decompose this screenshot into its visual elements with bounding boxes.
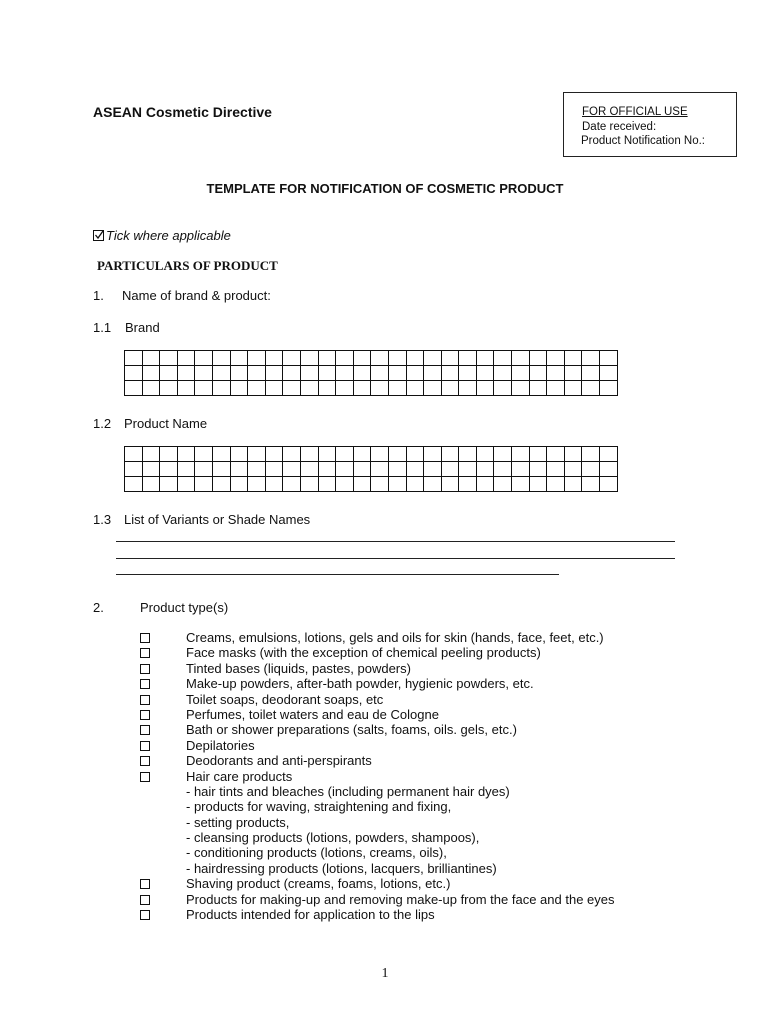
- brand-letter-cell[interactable]: [582, 366, 600, 381]
- brand-letter-cell[interactable]: [371, 366, 389, 381]
- product-name-letter-cell[interactable]: [142, 477, 160, 492]
- brand-letter-cell[interactable]: [160, 351, 178, 366]
- product-name-letter-cell[interactable]: [459, 447, 477, 462]
- product-name-letter-cell[interactable]: [476, 447, 494, 462]
- variants-input-line-3[interactable]: [116, 574, 559, 575]
- brand-letter-cell[interactable]: [318, 381, 336, 396]
- product-name-letter-cell[interactable]: [195, 462, 213, 477]
- product-name-letter-cell[interactable]: [248, 462, 266, 477]
- product-name-letter-cell[interactable]: [388, 477, 406, 492]
- section-2-number: 2.: [93, 600, 104, 615]
- product-name-letter-cell[interactable]: [476, 477, 494, 492]
- product-type-list: [140, 630, 615, 922]
- product-name-letter-cell[interactable]: [248, 477, 266, 492]
- product-type-label: Perfumes, toilet waters and eau de Cologne: [186, 706, 439, 722]
- particulars-heading: PARTICULARS OF PRODUCT: [97, 258, 278, 273]
- brand-letter-cell[interactable]: [476, 351, 494, 366]
- product-name-letter-cell[interactable]: [230, 447, 248, 462]
- brand-letter-cell[interactable]: [300, 381, 318, 396]
- checkbox-slot: [140, 645, 186, 660]
- brand-letter-cell[interactable]: [459, 381, 477, 396]
- product-name-letter-cell[interactable]: [177, 447, 195, 462]
- product-type-option[interactable]: [140, 907, 615, 922]
- product-type-label: Depilatories: [186, 737, 255, 753]
- product-name-letter-cell[interactable]: [600, 462, 618, 477]
- product-name-letter-cell[interactable]: [125, 462, 143, 477]
- brand-letter-cell[interactable]: [195, 366, 213, 381]
- product-name-letter-cell[interactable]: [177, 462, 195, 477]
- checkbox-slot: [140, 907, 186, 922]
- product-name-letter-cell[interactable]: [529, 447, 547, 462]
- brand-letter-cell[interactable]: [212, 351, 230, 366]
- product-name-letter-cell[interactable]: [512, 462, 530, 477]
- product-name-letter-cell[interactable]: [406, 477, 424, 492]
- brand-letter-cell[interactable]: [160, 381, 178, 396]
- brand-heading: [93, 320, 160, 335]
- product-type-option[interactable]: [140, 676, 615, 691]
- brand-letter-cell[interactable]: [300, 366, 318, 381]
- product-type-label: Bath or shower preparations (salts, foams, oils. gels, etc.): [186, 722, 517, 738]
- product-name-letter-cell[interactable]: [547, 477, 565, 492]
- section-1-label: Name of brand & product:: [122, 288, 271, 303]
- variants-number: 1.3: [93, 512, 112, 527]
- brand-letter-cell[interactable]: [547, 351, 565, 366]
- product-name-letter-cell[interactable]: [318, 447, 336, 462]
- brand-letter-cell[interactable]: [441, 351, 459, 366]
- product-type-label: Toilet soaps, deodorant soaps, etc: [186, 691, 384, 707]
- brand-letter-cell[interactable]: [388, 366, 406, 381]
- checkbox-icon[interactable]: [140, 679, 150, 689]
- brand-letter-cell[interactable]: [283, 366, 301, 381]
- brand-number: 1.1: [93, 320, 112, 335]
- variants-input-line-1[interactable]: [116, 541, 675, 542]
- product-name-letter-cell[interactable]: [388, 447, 406, 462]
- product-type-subitem: [140, 799, 615, 814]
- product-type-label: Products for making-up and removing make-up from the face and the eyes: [186, 891, 615, 907]
- product-type-subitem: [140, 845, 615, 860]
- brand-letter-cell[interactable]: [547, 381, 565, 396]
- tick-note-text: Tick where applicable: [106, 228, 231, 243]
- brand-letter-cell[interactable]: [125, 366, 143, 381]
- product-name-letter-cell[interactable]: [142, 462, 160, 477]
- product-name-letter-grid[interactable]: [124, 446, 618, 492]
- brand-letter-cell[interactable]: [125, 351, 143, 366]
- product-name-letter-cell[interactable]: [177, 477, 195, 492]
- product-type-option[interactable]: [140, 630, 615, 645]
- product-name-letter-cell[interactable]: [424, 462, 442, 477]
- product-name-letter-cell[interactable]: [441, 447, 459, 462]
- product-name-letter-cell[interactable]: [600, 447, 618, 462]
- checkbox-slot: [140, 676, 186, 691]
- brand-letter-cell[interactable]: [212, 381, 230, 396]
- product-name-letter-cell[interactable]: [512, 477, 530, 492]
- brand-letter-cell[interactable]: [160, 366, 178, 381]
- product-type-label: Shaving product (creams, foams, lotions, etc.): [186, 876, 451, 892]
- brand-letter-cell[interactable]: [353, 381, 371, 396]
- product-name-letter-cell[interactable]: [459, 462, 477, 477]
- brand-letter-cell[interactable]: [529, 351, 547, 366]
- brand-letter-cell[interactable]: [142, 351, 160, 366]
- product-name-letter-cell[interactable]: [512, 447, 530, 462]
- product-name-letter-cell[interactable]: [371, 447, 389, 462]
- product-type-option[interactable]: [140, 707, 615, 722]
- brand-letter-cell[interactable]: [441, 366, 459, 381]
- product-name-letter-cell[interactable]: [212, 477, 230, 492]
- brand-letter-cell[interactable]: [388, 351, 406, 366]
- product-name-letter-cell[interactable]: [582, 462, 600, 477]
- product-name-letter-cell[interactable]: [318, 462, 336, 477]
- brand-letter-cell[interactable]: [265, 381, 283, 396]
- tick-note: [93, 228, 231, 243]
- product-name-letter-cell[interactable]: [212, 447, 230, 462]
- brand-letter-grid[interactable]: [124, 350, 618, 396]
- brand-letter-cell[interactable]: [388, 381, 406, 396]
- product-name-letter-cell[interactable]: [336, 477, 354, 492]
- checkbox-icon[interactable]: [140, 741, 150, 751]
- product-type-label: Products intended for application to the lips: [186, 907, 435, 923]
- product-type-option[interactable]: [140, 722, 615, 737]
- notification-no-label: Product Notification No.:: [581, 135, 706, 147]
- brand-letter-cell[interactable]: [600, 381, 618, 396]
- product-type-option[interactable]: [140, 645, 615, 660]
- brand-letter-cell[interactable]: [406, 351, 424, 366]
- product-name-letter-cell[interactable]: [388, 462, 406, 477]
- checkbox-icon[interactable]: [140, 725, 150, 735]
- product-type-label: - conditioning products (lotions, creams, oils),: [186, 845, 447, 861]
- checkbox-icon[interactable]: [140, 710, 150, 720]
- brand-letter-cell[interactable]: [248, 381, 266, 396]
- product-name-letter-cell[interactable]: [265, 447, 283, 462]
- brand-letter-cell[interactable]: [406, 366, 424, 381]
- checkbox-slot: [140, 769, 186, 784]
- directive-title: ASEAN Cosmetic Directive: [93, 104, 272, 120]
- product-type-label: Hair care products: [186, 768, 293, 784]
- product-name-letter-cell[interactable]: [336, 447, 354, 462]
- product-type-option[interactable]: [140, 661, 615, 676]
- product-type-subitem: [140, 815, 615, 830]
- brand-letter-cell[interactable]: [142, 381, 160, 396]
- brand-letter-cell[interactable]: [212, 366, 230, 381]
- product-name-heading: [93, 416, 207, 431]
- official-use-title: FOR OFFICIAL USE: [582, 106, 688, 118]
- checkbox-icon[interactable]: [140, 664, 150, 674]
- product-type-label: - products for waving, straightening and fixing,: [186, 799, 452, 815]
- section-1-number: 1.: [93, 288, 104, 303]
- brand-letter-cell[interactable]: [300, 351, 318, 366]
- product-type-subitem: [140, 830, 615, 845]
- product-name-letter-cell[interactable]: [336, 462, 354, 477]
- product-name-letter-cell[interactable]: [283, 477, 301, 492]
- date-received-label: Date received:: [582, 120, 657, 133]
- checkbox-icon[interactable]: [140, 772, 150, 782]
- checked-box-icon: [93, 230, 104, 241]
- brand-letter-cell[interactable]: [494, 381, 512, 396]
- product-type-option[interactable]: [140, 692, 615, 707]
- product-name-letter-cell[interactable]: [265, 477, 283, 492]
- brand-letter-cell[interactable]: [177, 351, 195, 366]
- checkbox-icon[interactable]: [140, 648, 150, 658]
- brand-letter-cell[interactable]: [248, 366, 266, 381]
- product-type-label: Face masks (with the exception of chemical peeling products): [186, 645, 541, 661]
- product-name-label: Product Name: [124, 416, 208, 431]
- section-2-label: Product type(s): [140, 600, 229, 615]
- product-name-letter-cell[interactable]: [600, 477, 618, 492]
- brand-label: Brand: [125, 320, 160, 335]
- product-name-letter-cell[interactable]: [564, 447, 582, 462]
- product-name-letter-cell[interactable]: [371, 462, 389, 477]
- product-type-option[interactable]: [140, 769, 615, 784]
- product-name-letter-cell[interactable]: [212, 462, 230, 477]
- variants-label: List of Variants or Shade Names: [124, 512, 311, 527]
- brand-letter-cell[interactable]: [248, 351, 266, 366]
- checkbox-slot: [140, 692, 186, 707]
- checkbox-icon[interactable]: [140, 756, 150, 766]
- page-number: 1: [381, 966, 389, 981]
- product-name-letter-cell[interactable]: [371, 477, 389, 492]
- brand-letter-cell[interactable]: [230, 381, 248, 396]
- product-name-letter-cell[interactable]: [353, 477, 371, 492]
- brand-letter-cell[interactable]: [336, 366, 354, 381]
- product-name-letter-cell[interactable]: [564, 477, 582, 492]
- product-type-option[interactable]: [140, 738, 615, 753]
- brand-letter-cell[interactable]: [195, 351, 213, 366]
- brand-letter-cell[interactable]: [459, 366, 477, 381]
- product-name-letter-cell[interactable]: [160, 447, 178, 462]
- brand-letter-cell[interactable]: [177, 381, 195, 396]
- product-name-number: 1.2: [93, 416, 112, 431]
- brand-letter-cell[interactable]: [564, 381, 582, 396]
- checkbox-slot: [140, 722, 186, 737]
- brand-letter-cell[interactable]: [494, 366, 512, 381]
- brand-letter-cell[interactable]: [336, 381, 354, 396]
- checkbox-slot: [140, 876, 186, 891]
- brand-letter-cell[interactable]: [494, 351, 512, 366]
- brand-letter-cell[interactable]: [283, 351, 301, 366]
- product-name-letter-cell[interactable]: [160, 477, 178, 492]
- brand-letter-cell[interactable]: [371, 351, 389, 366]
- product-type-option[interactable]: [140, 753, 615, 768]
- brand-letter-cell[interactable]: [600, 366, 618, 381]
- product-type-option[interactable]: [140, 892, 615, 907]
- product-name-letter-cell[interactable]: [424, 477, 442, 492]
- brand-letter-cell[interactable]: [476, 366, 494, 381]
- product-name-letter-cell[interactable]: [142, 447, 160, 462]
- official-use-box: [563, 92, 737, 157]
- checkbox-icon[interactable]: [140, 910, 150, 920]
- product-name-letter-cell[interactable]: [195, 477, 213, 492]
- checkbox-icon[interactable]: [140, 695, 150, 705]
- brand-letter-cell[interactable]: [529, 381, 547, 396]
- product-name-letter-cell[interactable]: [353, 462, 371, 477]
- checkbox-icon[interactable]: [140, 633, 150, 643]
- product-name-letter-cell[interactable]: [125, 447, 143, 462]
- product-type-subitem: [140, 784, 615, 799]
- product-name-letter-cell[interactable]: [582, 447, 600, 462]
- product-name-letter-cell[interactable]: [547, 447, 565, 462]
- checkbox-slot: [140, 661, 186, 676]
- product-name-letter-cell[interactable]: [300, 462, 318, 477]
- brand-letter-cell[interactable]: [283, 381, 301, 396]
- product-name-letter-cell[interactable]: [230, 477, 248, 492]
- brand-letter-cell[interactable]: [582, 381, 600, 396]
- product-type-label: Tinted bases (liquids, pastes, powders): [186, 660, 411, 676]
- brand-letter-cell[interactable]: [265, 351, 283, 366]
- product-name-letter-cell[interactable]: [160, 462, 178, 477]
- brand-letter-cell[interactable]: [512, 351, 530, 366]
- product-name-letter-cell[interactable]: [424, 447, 442, 462]
- product-name-letter-cell[interactable]: [441, 477, 459, 492]
- product-name-letter-cell[interactable]: [265, 462, 283, 477]
- product-type-label: Make-up powders, after-bath powder, hygienic powders, etc.: [186, 676, 534, 692]
- product-name-letter-cell[interactable]: [406, 462, 424, 477]
- brand-letter-cell[interactable]: [318, 351, 336, 366]
- product-name-letter-cell[interactable]: [353, 447, 371, 462]
- brand-letter-cell[interactable]: [564, 366, 582, 381]
- brand-letter-cell[interactable]: [441, 381, 459, 396]
- product-name-letter-cell[interactable]: [318, 477, 336, 492]
- brand-letter-cell[interactable]: [177, 366, 195, 381]
- product-type-label: - hairdressing products (lotions, lacquers, brilliantines): [186, 860, 497, 876]
- product-name-letter-cell[interactable]: [547, 462, 565, 477]
- brand-letter-cell[interactable]: [142, 366, 160, 381]
- brand-letter-cell[interactable]: [125, 381, 143, 396]
- brand-letter-cell[interactable]: [318, 366, 336, 381]
- brand-letter-cell[interactable]: [424, 381, 442, 396]
- product-type-label: - setting products,: [186, 814, 290, 830]
- template-title: TEMPLATE FOR NOTIFICATION OF COSMETIC PRODUCT: [206, 181, 564, 196]
- brand-letter-cell[interactable]: [230, 366, 248, 381]
- brand-letter-cell[interactable]: [353, 366, 371, 381]
- product-type-label: Deodorants and anti-perspirants: [186, 753, 372, 769]
- product-name-letter-cell[interactable]: [494, 477, 512, 492]
- brand-letter-cell[interactable]: [600, 351, 618, 366]
- checkbox-slot: [140, 630, 186, 645]
- brand-letter-cell[interactable]: [336, 351, 354, 366]
- checkbox-icon[interactable]: [140, 895, 150, 905]
- product-name-letter-cell[interactable]: [230, 462, 248, 477]
- product-name-letter-cell[interactable]: [248, 447, 266, 462]
- variants-input-line-2[interactable]: [116, 558, 675, 559]
- brand-letter-cell[interactable]: [459, 351, 477, 366]
- product-type-subitem: [140, 861, 615, 876]
- checkbox-slot: [140, 707, 186, 722]
- product-name-letter-cell[interactable]: [300, 477, 318, 492]
- brand-letter-cell[interactable]: [582, 351, 600, 366]
- product-name-letter-cell[interactable]: [406, 447, 424, 462]
- section-2-heading: [93, 600, 228, 615]
- product-type-label: - cleansing products (lotions, powders, shampoos),: [186, 830, 480, 846]
- brand-letter-cell[interactable]: [424, 351, 442, 366]
- product-name-letter-cell[interactable]: [441, 462, 459, 477]
- brand-letter-cell[interactable]: [512, 381, 530, 396]
- product-name-letter-cell[interactable]: [564, 462, 582, 477]
- brand-letter-cell[interactable]: [476, 381, 494, 396]
- checkbox-slot: [140, 892, 186, 907]
- product-name-letter-cell[interactable]: [476, 462, 494, 477]
- brand-letter-cell[interactable]: [265, 366, 283, 381]
- brand-letter-cell[interactable]: [195, 381, 213, 396]
- product-name-letter-cell[interactable]: [582, 477, 600, 492]
- product-name-letter-cell[interactable]: [283, 447, 301, 462]
- checkbox-slot: [140, 738, 186, 753]
- brand-letter-cell[interactable]: [424, 366, 442, 381]
- brand-letter-cell[interactable]: [371, 381, 389, 396]
- product-name-letter-cell[interactable]: [300, 447, 318, 462]
- brand-letter-cell[interactable]: [406, 381, 424, 396]
- product-type-option[interactable]: [140, 876, 615, 891]
- product-name-letter-cell[interactable]: [195, 447, 213, 462]
- variants-heading: [93, 512, 310, 527]
- brand-letter-cell[interactable]: [353, 351, 371, 366]
- product-type-label: Creams, emulsions, lotions, gels and oils for skin (hands, face, feet, etc.): [186, 630, 604, 645]
- brand-letter-cell[interactable]: [512, 366, 530, 381]
- brand-letter-cell[interactable]: [529, 366, 547, 381]
- product-name-letter-cell[interactable]: [459, 477, 477, 492]
- product-type-label: - hair tints and bleaches (including permanent hair dyes): [186, 783, 510, 799]
- checkbox-slot: [140, 753, 186, 768]
- product-name-letter-cell[interactable]: [283, 462, 301, 477]
- brand-letter-cell[interactable]: [547, 366, 565, 381]
- brand-letter-cell[interactable]: [230, 351, 248, 366]
- section-1-heading: [93, 288, 271, 303]
- product-name-letter-cell[interactable]: [529, 477, 547, 492]
- checkbox-icon[interactable]: [140, 879, 150, 889]
- brand-letter-cell[interactable]: [564, 351, 582, 366]
- product-name-letter-cell[interactable]: [529, 462, 547, 477]
- product-name-letter-cell[interactable]: [494, 462, 512, 477]
- product-name-letter-cell[interactable]: [125, 477, 143, 492]
- product-name-letter-cell[interactable]: [494, 447, 512, 462]
